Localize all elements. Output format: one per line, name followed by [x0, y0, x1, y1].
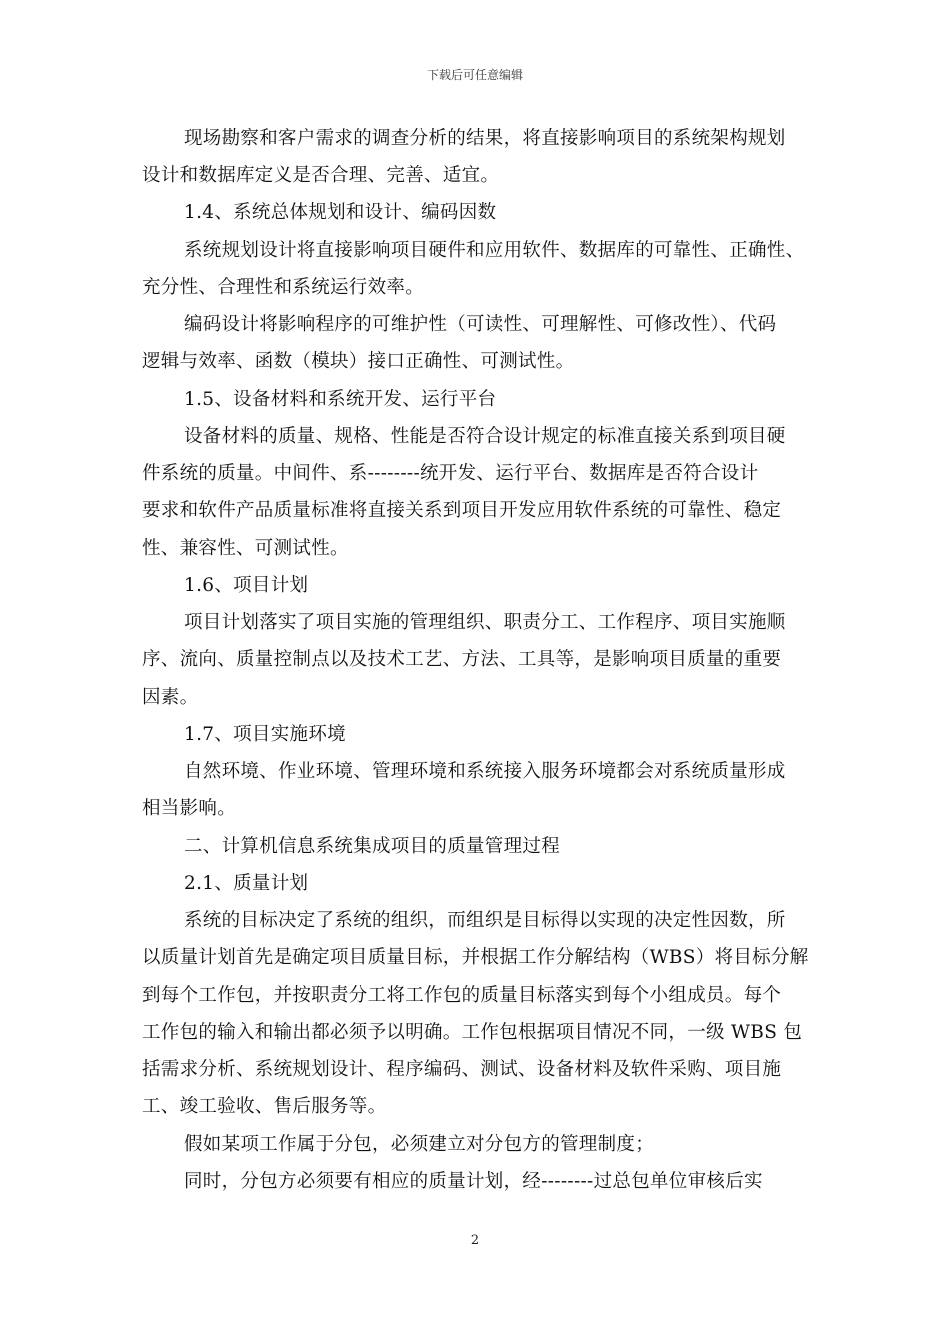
body-line: 同时，分包方必须要有相应的质量计划，经--------过总包单位审核后实	[184, 1171, 763, 1192]
section-heading: 1.6、项目计划	[184, 575, 309, 596]
section-heading: 2.1、质量计划	[184, 873, 309, 894]
page-number: 2	[470, 1233, 480, 1248]
body-line: 要求和软件产品质量标准将直接关系到项目开发应用软件系统的可靠性、稳定	[142, 500, 782, 521]
body-line: 设备材料的质量、规格、性能是否符合设计规定的标准直接关系到项目硬	[184, 426, 786, 447]
section-heading: 1.5、设备材料和系统开发、运行平台	[184, 389, 497, 410]
body-line: 序、流向、质量控制点以及技术工艺、方法、工具等，是影响项目质量的重要	[142, 649, 782, 670]
body-line: 件系统的质量。中间件、系--------统开发、运行平台、数据库是否符合设计	[142, 463, 759, 484]
body-line: 自然环境、作业环境、管理环境和系统接入服务环境都会对系统质量形成	[184, 761, 786, 782]
page-header: 下载后可任意编辑	[426, 68, 523, 82]
section-heading: 二、计算机信息系统集成项目的质量管理过程	[184, 836, 561, 857]
body-line: 因素。	[142, 687, 199, 708]
section-heading: 1.4、系统总体规划和设计、编码因数	[184, 202, 497, 223]
section-heading: 1.7、项目实施环境	[184, 724, 346, 745]
body-line: 编码设计将影响程序的可维护性（可读性、可理解性、可修改性）、代码	[184, 314, 777, 335]
body-line: 工、竣工验收、售后服务等。	[142, 1096, 387, 1117]
body-line: 假如某项工作属于分包，必须建立对分包方的管理制度；	[184, 1134, 655, 1155]
body-line: 逻辑与效率、函数（模块）接口正确性、可测试性。	[142, 351, 575, 372]
body-line: 性、兼容性、可测试性。	[142, 538, 349, 559]
body-line: 充分性、合理性和系统运行效率。	[142, 277, 425, 298]
body-line: 括需求分析、系统规划设计、程序编码、测试、设备材料及软件采购、项目施	[142, 1059, 782, 1080]
body-line: 工作包的输入和输出都必须予以明确。工作包根据项目情况不同，一级 WBS 包	[142, 1022, 803, 1043]
body-line: 系统规划设计将直接影响项目硬件和应用软件、数据库的可靠性、正确性、	[184, 240, 805, 261]
body-line: 相当影响。	[142, 798, 237, 819]
body-line: 项目计划落实了项目实施的管理组织、职责分工、工作程序、项目实施顺	[184, 612, 786, 633]
body-line: 系统的目标决定了系统的组织，而组织是目标得以实现的决定性因数，所	[184, 910, 786, 931]
body-line: 以质量计划首先是确定项目质量目标，并根据工作分解结构（WBS）将目标分解	[142, 947, 809, 968]
body-line: 现场勘察和客户需求的调查分析的结果，将直接影响项目的系统架构规划	[184, 128, 786, 149]
body-line: 到每个工作包，并按职责分工将工作包的质量目标落实到每个小组成员。每个	[142, 985, 782, 1006]
body-line: 设计和数据库定义是否合理、完善、适宜。	[142, 165, 500, 186]
